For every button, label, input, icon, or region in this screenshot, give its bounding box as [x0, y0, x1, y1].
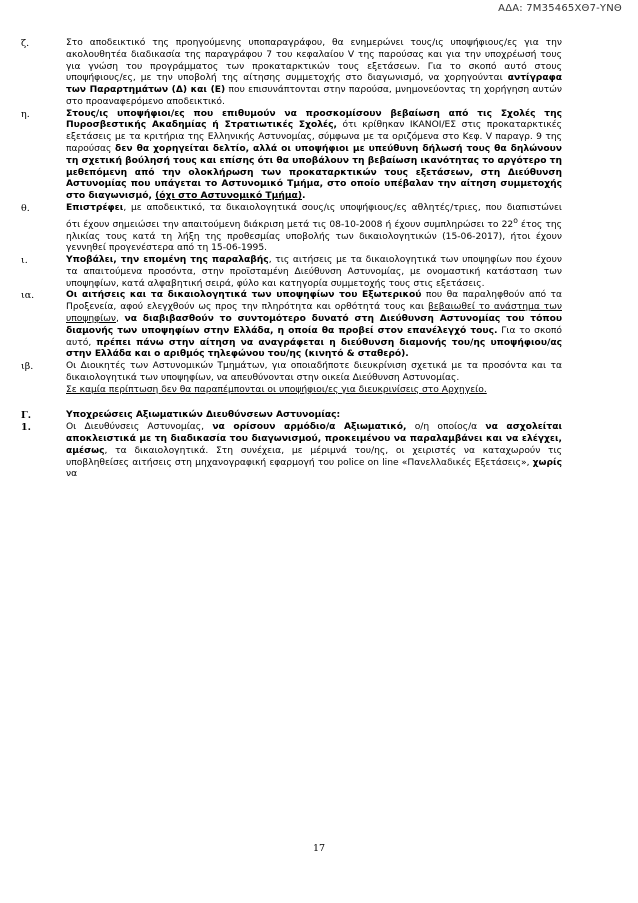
paragraph-th: [21, 202, 562, 255]
page-number: 17: [312, 843, 326, 854]
superscript-text: ο: [513, 215, 518, 225]
paragraph-underlined-text: Σε καμία περίπτωση δεν θα παραπέμπονται οι υποψήφιοι/ες για διευκρινίσεις στο Αρχηγείο.: [66, 384, 487, 395]
paragraph-bold-text: χωρίς: [532, 457, 562, 468]
paragraph-text: ο/η οποίος/α: [406, 422, 486, 433]
paragraph-text: , με αποδεικτικό, τα δικαιολογητικά σους/ις υποψήφιους/ες αθλητές/τριες, που διαπιστώνει ότι έχουν σημειώσει την απαιτούμενη διάκριση μετά τις 08-10-2008 ή έχουν συμπληρώσει το 22: [66, 202, 562, 230]
paragraph-text: ότι κρίθηκαν ΙΚΑΝΟΙ/ΕΣ στις προκαταρκτικές εξετάσεις με τα κριτήρια της Ελληνικής Αστυνομίας, σύμφωνα με τα οριζόμενα στο Κεφ. V παραγρ. 9 της παρούσας: [66, 120, 562, 155]
paragraph-underlined-text: βεβαιωθεί το ανάστημα των υποψηφίων: [66, 302, 562, 325]
paragraph-text: , τα δικαιολογητικά. Στη συνέχεια, με μέριμνά του/ης, οι χειριστές να καταχωρούν τις υποβληθείσες αιτήσεις στη μηχανογραφική εφαρμογή του police on line «Πανελλαδικές Εξετάσεις»,: [66, 445, 562, 468]
item-marker: 1.: [21, 422, 31, 434]
ada-code: ΑΔΑ: 7Μ35465ΧΘ7-ΥΝΘ: [498, 3, 622, 14]
paragraph-bold-text: .: [302, 191, 306, 202]
paragraph-text: , τις αιτήσεις με τα δικαιολογητικά των υποψηφίων που έχουν τα απαιτούμενα προσόντα, στην προϊσταμένη Διεύθυνση Αστυνομίας, με ονομαστική κατάσταση των υποψηφίων, κατά αλφαβητική σειρά, φύλο και κατηγορία συμμετοχής τους στις εξετάσεις.: [66, 255, 563, 289]
paragraph-bold-underlined-text: (όχι στο Αστυνομικό Τμήμα): [155, 191, 302, 202]
document-body: [21, 38, 563, 481]
item-marker: ι.: [21, 255, 28, 267]
section-title: Υποχρεώσεις Αξιωματικών Διευθύνσεων Αστυνομίας:: [66, 410, 341, 421]
paragraph-bold-text: να ασχολείται αποκλειστικά με τη διαδικασία του διαγωνισμού, προκειμένου να παραλαμβάνει και να ελέγχει, αμέσως: [66, 422, 563, 456]
item-marker: η.: [21, 108, 30, 120]
paragraph-text: Οι Διοικητές των Αστυνομικών Τμημάτων, για οποιαδήποτε διευκρίνιση σχετικά με τα προσόντα και τα δικαιολογητικά των υποψηφίων, να απευθύνονται στην οικεία Διεύθυνση Αστυνομίας.: [66, 361, 562, 383]
paragraph-ia: [21, 290, 562, 361]
paragraph-1: [21, 422, 563, 481]
item-marker: ιβ.: [21, 361, 34, 373]
paragraph-text: Στο αποδεικτικό της προηγούμενης υποπαραγράφου, θα ενημερώνει τους/ις υποψήφιους/ες για την ακολουθητέα διαδικασία της παραγράφου 7 του κεφαλαίου V της παρούσας και για την υποχρέωσή τους για γνώση του προγράμματος των προκαταρκτικών τους εξετάσεων. Για το σκοπό αυτό στους υποψήφιους/ες, με την υποβολή της αίτησης συμμετοχής στο διαγωνισμό, να χορηγούνται: [66, 38, 562, 84]
paragraph-text: που επισυνάπτονται στην παρούσα, μνημονεύοντας τη χορήγηση αυτών στο προαναφερόμενο αποδεικτικό.: [66, 85, 562, 107]
section-marker: Γ.: [21, 410, 32, 422]
paragraph-text: έτος της ηλικίας τους κατά τη λήξη της προθεσμίας υποβολής των δικαιολογητικών (15-06-2017), ήτοι έχουν γεννηθεί προγενέστερα από τη 15-06-1995.: [66, 219, 562, 254]
paragraph-bold-text: δεν θα χορηγείται δελτίο, αλλά οι υποψήφιοι με υπεύθυνη δήλωσή τους θα δηλώνουν τη σχετική βούλησή τους και επίσης ότι θα υποβάλουν τη βεβαίωση ικανότητας το αργότερο τη μεθεπόμενη από την ολοκλήρωση των προκαταρκτικών τους εξετάσεων, στη Διεύθυνση Αστυνομίας που υπάγεται το Αστυνομικό Τμήμα, στο οποίο υπέβαλαν την αίτηση συμμετοχής στο διαγωνισμό,: [66, 144, 562, 202]
paragraph-z: [21, 38, 562, 109]
section-heading-g: [21, 410, 562, 422]
paragraph-bold-text: Επιστρέφει: [66, 202, 124, 213]
item-marker: ια.: [21, 290, 35, 302]
paragraph-bold-text: να ορίσουν αρμόδιο/α Αξιωματικό,: [212, 422, 407, 433]
paragraph-text: να: [66, 469, 78, 480]
paragraph-bold-text: πρέπει πάνω στην αίτηση να αναγράφεται η διεύθυνση διαμονής του/ης υποψήφιου/ας στην Ελλάδα και ο αριθμός τηλεφώνου του/ης (κινητό & σταθερό).: [66, 337, 562, 360]
item-marker: ζ.: [21, 38, 30, 49]
paragraph-bold-text: αντίγραφα των Παραρτημάτων (Δ) και (Ε): [66, 73, 562, 96]
paragraph-text: Οι Διευθύνσεις Αστυνομίας,: [66, 422, 213, 433]
paragraph-bold-text: να διαβιβασθούν το συντομότερο δυνατό στη Διεύθυνση Αστυνομίας του τόπου διαμονής των υποψηφίων στην Ελλάδα, η οποία θα προβεί στον επανέλεγχό τους.: [66, 314, 562, 336]
paragraph-bold-text: Υποβάλει, την επομένη της παραλαβής: [66, 255, 269, 266]
item-marker: θ.: [21, 202, 30, 214]
paragraph-i: [21, 108, 562, 203]
paragraph-ib: [21, 361, 562, 396]
paragraph-iota: [21, 255, 563, 290]
paragraph-bold-text: Οι αιτήσεις και τα δικαιολογητικά των υποψηφίων του Εξωτερικού: [66, 290, 422, 301]
paragraph-text: που θα παραληφθούν από τα Προξενεία, αφού ελεγχθούν ως προς την πληρότητα και ορθότητά τους και: [66, 290, 562, 313]
paragraph-bold-text: Στους/ις υποψήφιοι/ες που επιθυμούν να προσκομίσουν βεβαίωση από τις Σχολές της Πυροσβεστικής Ακαδημίας ή Στρατιωτικές Σχολές,: [66, 108, 562, 131]
paragraph-text: Για το σκοπό αυτό,: [66, 325, 562, 348]
paragraph-text: ,: [116, 314, 125, 325]
